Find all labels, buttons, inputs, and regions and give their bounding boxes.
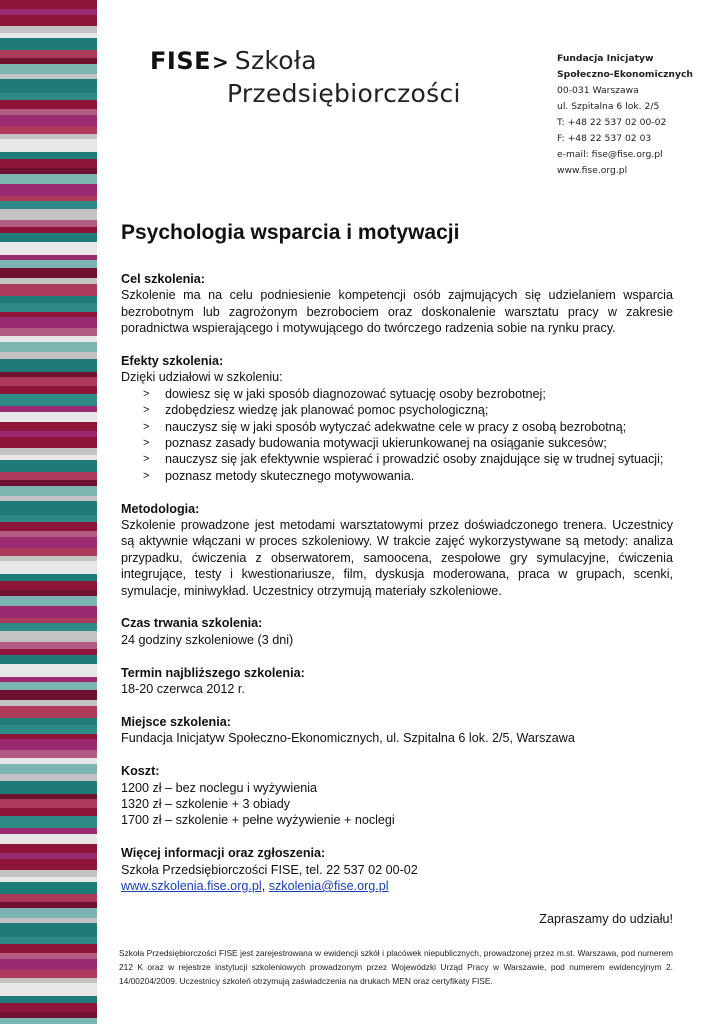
logo-arrow: >	[212, 50, 229, 74]
stripe	[0, 15, 97, 26]
stripe	[0, 422, 97, 431]
stripe	[0, 448, 97, 455]
stripe	[0, 303, 97, 312]
goal-section	[121, 271, 673, 337]
contact-email: e-mail: fise@fise.org.pl	[557, 149, 663, 160]
stripe	[0, 537, 97, 548]
duration-section	[121, 615, 673, 648]
goal-heading: Cel szkolenia:	[121, 272, 205, 286]
stripe	[0, 944, 97, 953]
goal-text: Szkolenie ma na celu podniesienie kompetencji osób zajmujących się udzielaniem wsparcia bezrobotnym lub zagrożonym bezrobociem oraz doskonalenie warsztatu pracy w zakresie poradnictwa wspierającego i motywującego do twórczego radzenia sobie na rynku pracy.	[121, 288, 673, 336]
more-info-links	[121, 878, 673, 894]
stripe	[0, 1003, 97, 1012]
stripe	[0, 233, 97, 242]
contact-org-line1: Fundacja Inicjatyw	[557, 53, 654, 64]
list-item	[121, 386, 673, 402]
stripe	[0, 412, 97, 422]
contact-tel: T: +48 22 537 02 00-02	[557, 117, 667, 128]
stripe	[0, 377, 97, 386]
stripe	[0, 623, 97, 631]
stripe	[0, 352, 97, 359]
stripe	[0, 894, 97, 902]
cost-line: 1700 zł – szkolenie + pełne wyżywienie + noclegi	[121, 813, 395, 828]
stripe	[0, 690, 97, 700]
stripe	[0, 739, 97, 750]
cost-line: 1320 zł – szkolenie + 3 obiady	[121, 796, 291, 811]
stripe	[0, 115, 97, 126]
stripe	[0, 808, 97, 816]
stripe	[0, 64, 97, 74]
effects-section	[121, 353, 673, 484]
stripe	[0, 844, 97, 853]
list-item-text: nauczysz się jak efektywnie wspierać i prowadzić osoby znajdujące się w trudnej sytuacji;	[165, 452, 664, 467]
bullet-marker: >	[143, 387, 150, 400]
stripe	[0, 0, 97, 9]
stripe	[0, 834, 97, 844]
stripe	[0, 959, 97, 970]
stripe	[0, 460, 97, 472]
stripe	[0, 596, 97, 606]
stripe	[0, 472, 97, 480]
stripe	[0, 561, 97, 574]
bullet-marker: >	[143, 453, 150, 466]
effects-list	[121, 386, 673, 484]
list-item	[121, 435, 673, 451]
stripe	[0, 664, 97, 677]
stripe	[0, 983, 97, 996]
stripe	[0, 260, 97, 268]
stripe	[0, 159, 97, 168]
stripe	[0, 655, 97, 664]
stripe	[0, 394, 97, 406]
duration-heading: Czas trwania szkolenia:	[121, 616, 263, 631]
stripe	[0, 1018, 97, 1024]
stripe	[0, 359, 97, 372]
stripe	[0, 501, 97, 515]
cost-line: 1200 zł – bez noclegu i wyżywienia	[121, 780, 318, 795]
logo-line1: Szkoła	[234, 46, 317, 75]
stripe	[0, 342, 97, 352]
list-item	[121, 419, 673, 435]
methodology-heading: Metodologia:	[121, 501, 200, 516]
bullet-marker: >	[143, 404, 150, 417]
stripe	[0, 100, 97, 109]
stripe	[0, 50, 97, 58]
stripe	[0, 816, 97, 828]
list-item	[121, 451, 673, 467]
stripe	[0, 799, 97, 808]
stripe	[0, 268, 97, 278]
stripe	[0, 574, 97, 581]
more-info-line: Szkoła Przedsiębiorczości FISE, tel. 22 537 02 00-02	[121, 862, 418, 877]
stripe	[0, 317, 97, 328]
stripe	[0, 126, 97, 134]
stripe	[0, 486, 97, 496]
contact-block	[557, 51, 693, 179]
decorative-stripes	[0, 0, 97, 1024]
closing-text: Zapraszamy do udziału!	[539, 911, 673, 926]
stripe	[0, 970, 97, 978]
list-item	[121, 468, 673, 484]
stripe	[0, 908, 97, 918]
list-item	[121, 402, 673, 418]
contact-street: ul. Szpitalna 6 lok. 2/5	[557, 101, 660, 112]
website-link[interactable]: www.szkolenia.fise.org.pl	[121, 878, 262, 893]
stripe	[0, 328, 97, 336]
more-info-heading: Więcej informacji oraz zgłoszenia:	[121, 846, 326, 861]
term-heading: Termin najbliższego szkolenia:	[121, 665, 305, 680]
stripe	[0, 859, 97, 870]
stripe	[0, 284, 97, 296]
stripe	[0, 184, 97, 196]
stripe	[0, 174, 97, 184]
methodology-section	[121, 501, 673, 599]
stripe	[0, 93, 97, 100]
bullet-marker: >	[143, 437, 150, 450]
stripe	[0, 296, 97, 303]
place-heading: Miejsce szkolenia:	[121, 714, 231, 729]
cost-section	[121, 763, 673, 829]
stripe	[0, 220, 97, 227]
stripe	[0, 631, 97, 642]
place-section	[121, 714, 673, 747]
link-separator: ,	[261, 878, 266, 893]
bullet-marker: >	[143, 420, 150, 433]
term-section	[121, 665, 673, 698]
stripe	[0, 139, 97, 152]
stripe	[0, 923, 97, 937]
contact-www: www.fise.org.pl	[557, 165, 628, 176]
bullet-marker: >	[143, 469, 150, 482]
stripe	[0, 26, 97, 33]
duration-text: 24 godziny szkoleniowe (3 dni)	[121, 632, 294, 647]
stripe	[0, 750, 97, 758]
term-text: 18-20 czerwca 2012 r.	[121, 682, 245, 697]
list-item-text: dowiesz się w jaki sposób diagnozować sytuację osoby bezrobotnej;	[165, 386, 546, 401]
stripe	[0, 386, 97, 394]
stripe	[0, 437, 97, 448]
document-body	[121, 219, 673, 927]
logo-line2: Przedsiębiorczości	[227, 79, 461, 108]
effects-heading: Efekty szkolenia:	[121, 354, 224, 369]
list-item-text: poznasz metody skutecznego motywowania.	[165, 468, 415, 483]
footer-note: Szkoła Przedsiębiorczości FISE jest zarejestrowana w ewidencji szkół i placówek niepublicznych, prowadzonej przez m.st. Warszawa, pod numerem 212 K oraz w rejestrze instytucji szkoleniowych prowadzonym przez Wojewódzki Urząd Pracy w Warszawie, pod numerem ewidencyjnym 2. 14/00204/2009. Uczestnicy szkoleń otrzymują zaświadczenia na drukach MEN oraz certyfikaty FISE.	[119, 948, 673, 986]
contact-org-line2: Społeczno-Ekonomicznych	[557, 69, 693, 80]
stripe	[0, 937, 97, 944]
stripe	[0, 718, 97, 725]
contact-fax: F: +48 22 537 02 03	[557, 133, 652, 144]
list-item-text: nauczysz się w jaki sposób wytyczać adekwatne cele w pracy z osobą bezrobotną;	[165, 419, 627, 434]
stripe	[0, 242, 97, 255]
stripe	[0, 522, 97, 531]
stripe	[0, 870, 97, 877]
stripe	[0, 152, 97, 159]
stripe	[0, 606, 97, 618]
stripe	[0, 38, 97, 50]
more-info-section	[121, 845, 673, 894]
stripe	[0, 548, 97, 556]
stripe	[0, 996, 97, 1003]
email-link[interactable]: szkolenia@fise.org.pl	[268, 878, 389, 893]
list-item-text: poznasz zasady budowania motywacji ukierunkowanej na osiąganie sukcesów;	[165, 436, 607, 451]
methodology-text: Szkolenie prowadzone jest metodami warsztatowymi przez doświadczonego trenera. Uczestnicy są aktywnie włączani w proces szkoleniowy. W trakcie zajęć wykorzystywane są metody: analiza przypadku, ćwiczenia z obserwatorem, samoocena, zespołowe gry symulacyjne, ćwiczenia integrujące, testy i kwestionariusze, film, dyskusja moderowana, praca w grupach, scenki, symulacje, miniwykład. Uczestnicy otrzymują materiały szkoleniowe.	[121, 518, 673, 598]
fise-logo	[150, 46, 461, 108]
stripe	[0, 764, 97, 774]
logo-brand: FISE	[150, 47, 212, 75]
stripe	[0, 79, 97, 93]
stripe	[0, 781, 97, 794]
list-item-text: zdobędziesz wiedzę jak planować pomoc psychologiczną;	[165, 403, 489, 418]
stripe	[0, 682, 97, 690]
stripe	[0, 515, 97, 522]
stripe	[0, 201, 97, 209]
page-title: Psychologia wsparcia i motywacji	[121, 221, 460, 244]
stripe	[0, 706, 97, 718]
stripe	[0, 725, 97, 734]
effects-intro: Dzięki udziałowi w szkoleniu:	[121, 370, 283, 385]
place-text: Fundacja Inicjatyw Społeczno-Ekonomicznych, ul. Szpitalna 6 lok. 2/5, Warszawa	[121, 731, 575, 746]
stripe	[0, 209, 97, 220]
contact-postal: 00-031 Warszawa	[557, 85, 639, 96]
stripe	[0, 642, 97, 649]
stripe	[0, 774, 97, 781]
stripe	[0, 581, 97, 590]
cost-heading: Koszt:	[121, 764, 160, 779]
stripe	[0, 882, 97, 894]
